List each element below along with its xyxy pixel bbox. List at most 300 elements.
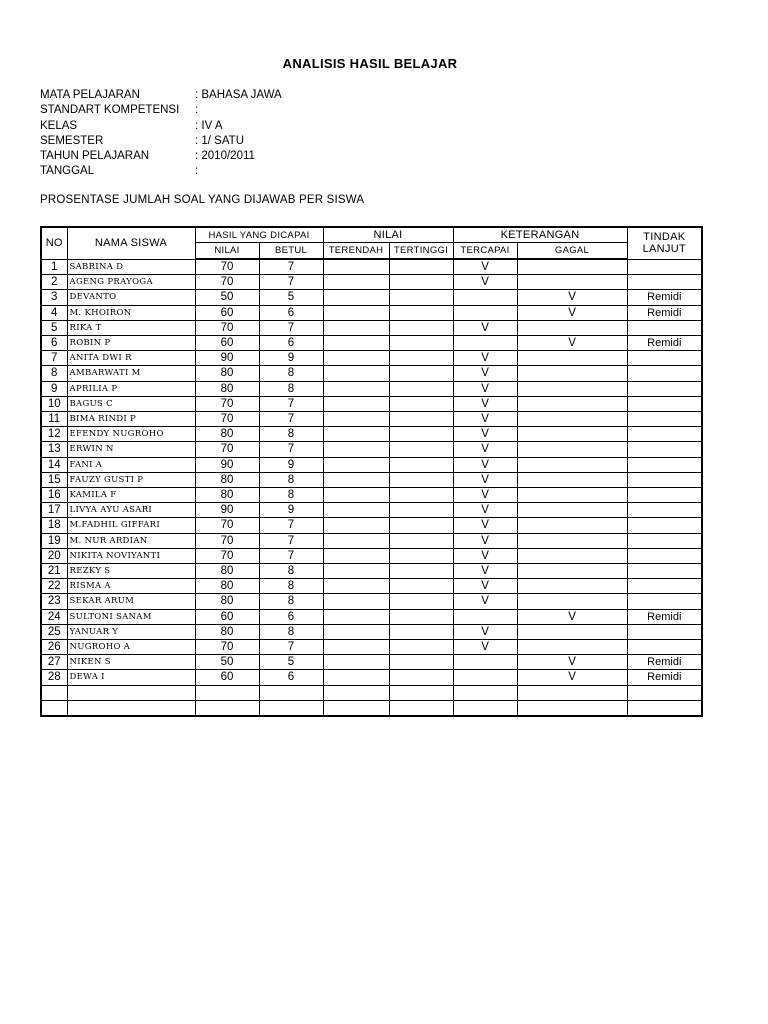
table-row [41, 351, 702, 366]
cell-tertinggi [389, 609, 453, 624]
cell-nilai: 80 [195, 366, 259, 381]
cell-tertinggi [389, 412, 453, 427]
cell-gagal [517, 396, 627, 411]
cell-tindak-lanjut [627, 533, 702, 548]
cell-tertinggi [389, 290, 453, 305]
cell-no: 11 [41, 412, 67, 427]
cell-tercapai: V [453, 396, 517, 411]
cell-gagal: V [517, 609, 627, 624]
cell-tertinggi [389, 259, 453, 275]
cell-no: 18 [41, 518, 67, 533]
cell-betul: 9 [259, 503, 323, 518]
cell-gagal: V [517, 670, 627, 685]
cell-tercapai: V [453, 381, 517, 396]
cell-terendah [323, 564, 389, 579]
cell-no: 15 [41, 472, 67, 487]
cell-tertinggi [389, 336, 453, 351]
cell-betul: 5 [259, 290, 323, 305]
header-tercapai: TERCAPAI [453, 243, 517, 260]
cell-tertinggi [389, 427, 453, 442]
meta-value: : [195, 104, 199, 117]
cell-betul: 9 [259, 457, 323, 472]
cell-gagal [517, 366, 627, 381]
cell-nilai: 70 [195, 320, 259, 335]
cell-tindak-lanjut [627, 396, 702, 411]
cell-nama-siswa: NUGROHO A [67, 640, 195, 655]
header-keterangan: KETERANGAN [453, 227, 627, 243]
cell-nama-siswa: BAGUS C [67, 396, 195, 411]
meta-value: : 1/ SATU [195, 134, 244, 147]
cell-no: 8 [41, 366, 67, 381]
cell-tertinggi [389, 396, 453, 411]
cell-nilai: 80 [195, 488, 259, 503]
cell-no: 9 [41, 381, 67, 396]
table-row [41, 457, 702, 472]
cell-tindak-lanjut [627, 381, 702, 396]
table-row [41, 381, 702, 396]
cell-terendah [323, 396, 389, 411]
cell-tindak-lanjut [627, 503, 702, 518]
cell-tertinggi [389, 579, 453, 594]
header-nama-siswa: NAMA SISWA [67, 227, 195, 259]
cell-no: 10 [41, 396, 67, 411]
cell-nama-siswa: ERWIN N [67, 442, 195, 457]
cell-terendah [323, 366, 389, 381]
cell-betul: 8 [259, 594, 323, 609]
cell-gagal [517, 275, 627, 290]
cell-betul: 7 [259, 259, 323, 275]
cell-terendah [323, 305, 389, 320]
cell-tercapai [453, 290, 517, 305]
cell-tertinggi [389, 624, 453, 639]
cell-gagal [517, 320, 627, 335]
cell-gagal [517, 548, 627, 563]
table-row [41, 503, 702, 518]
cell-tercapai: V [453, 457, 517, 472]
cell-tercapai [453, 670, 517, 685]
cell-tertinggi [389, 472, 453, 487]
cell-tercapai: V [453, 412, 517, 427]
results-table-body [41, 259, 702, 716]
cell-nama-siswa: NIKITA NOVIYANTI [67, 548, 195, 563]
cell-nama-siswa: FAUZY GUSTI P [67, 472, 195, 487]
table-row [41, 442, 702, 457]
cell-tertinggi [389, 640, 453, 655]
cell-gagal [517, 442, 627, 457]
cell-tertinggi [389, 533, 453, 548]
cell-terendah [323, 290, 389, 305]
cell-betul: 7 [259, 640, 323, 655]
cell-nilai: 80 [195, 579, 259, 594]
meta-row-kelas [40, 119, 282, 134]
cell-terendah [323, 427, 389, 442]
cell-gagal [517, 564, 627, 579]
table-row [41, 685, 702, 700]
cell-betul: 8 [259, 579, 323, 594]
cell-terendah [323, 336, 389, 351]
cell-tertinggi [389, 320, 453, 335]
cell-betul [259, 700, 323, 716]
table-row [41, 290, 702, 305]
cell-tindak-lanjut: Remidi [627, 305, 702, 320]
cell-tercapai: V [453, 320, 517, 335]
header-terendah: TERENDAH [323, 243, 389, 260]
cell-nama-siswa: EFENDY NUGROHO [67, 427, 195, 442]
header-nilai: NILAI [195, 243, 259, 260]
cell-tercapai: V [453, 564, 517, 579]
cell-terendah [323, 275, 389, 290]
cell-terendah [323, 700, 389, 716]
cell-gagal: V [517, 290, 627, 305]
cell-tertinggi [389, 564, 453, 579]
cell-tertinggi [389, 518, 453, 533]
cell-terendah [323, 457, 389, 472]
cell-tindak-lanjut [627, 259, 702, 275]
cell-terendah [323, 533, 389, 548]
cell-no: 20 [41, 548, 67, 563]
table-row [41, 488, 702, 503]
cell-terendah [323, 488, 389, 503]
table-row [41, 259, 702, 275]
table-row [41, 609, 702, 624]
cell-nama-siswa: BIMA RINDI P [67, 412, 195, 427]
cell-betul: 8 [259, 427, 323, 442]
cell-gagal [517, 700, 627, 716]
cell-terendah [323, 442, 389, 457]
cell-betul: 8 [259, 624, 323, 639]
cell-nama-siswa: DEWA I [67, 670, 195, 685]
cell-nilai: 90 [195, 503, 259, 518]
meta-row-tahun-pelajaran [40, 149, 282, 164]
cell-tertinggi [389, 548, 453, 563]
cell-betul: 7 [259, 320, 323, 335]
cell-tindak-lanjut [627, 564, 702, 579]
table-row [41, 320, 702, 335]
cell-nama-siswa: KAMILA F [67, 488, 195, 503]
cell-tindak-lanjut [627, 700, 702, 716]
cell-nilai: 70 [195, 518, 259, 533]
cell-tindak-lanjut [627, 488, 702, 503]
table-row [41, 533, 702, 548]
cell-tertinggi [389, 594, 453, 609]
cell-terendah [323, 351, 389, 366]
cell-terendah [323, 381, 389, 396]
cell-betul [259, 685, 323, 700]
table-row [41, 640, 702, 655]
cell-tindak-lanjut [627, 412, 702, 427]
cell-nama-siswa: LIVYA AYU ASARI [67, 503, 195, 518]
cell-tercapai: V [453, 351, 517, 366]
cell-nilai: 90 [195, 351, 259, 366]
cell-tindak-lanjut [627, 594, 702, 609]
table-row [41, 700, 702, 716]
cell-tindak-lanjut [627, 351, 702, 366]
cell-nilai: 90 [195, 457, 259, 472]
document-title: ANALISIS HASIL BELAJAR [282, 56, 458, 71]
meta-label: TAHUN PELAJARAN [40, 150, 150, 163]
cell-tindak-lanjut [627, 442, 702, 457]
cell-tertinggi [389, 275, 453, 290]
cell-nilai: 80 [195, 564, 259, 579]
table-row [41, 427, 702, 442]
cell-terendah [323, 412, 389, 427]
cell-terendah [323, 503, 389, 518]
cell-tindak-lanjut [627, 579, 702, 594]
cell-nama-siswa: M. KHOIRON [67, 305, 195, 320]
cell-tindak-lanjut: Remidi [627, 609, 702, 624]
cell-gagal [517, 594, 627, 609]
meta-value: : IV A [195, 119, 223, 132]
cell-no: 19 [41, 533, 67, 548]
cell-tertinggi [389, 457, 453, 472]
cell-nilai: 60 [195, 336, 259, 351]
cell-tercapai: V [453, 503, 517, 518]
meta-label: STANDART KOMPETENSI [40, 104, 180, 117]
cell-no: 5 [41, 320, 67, 335]
cell-nama-siswa: ANITA DWI R [67, 351, 195, 366]
cell-tercapai: V [453, 640, 517, 655]
cell-no: 28 [41, 670, 67, 685]
meta-value: : 2010/2011 [195, 150, 255, 163]
cell-gagal: V [517, 305, 627, 320]
table-row [41, 624, 702, 639]
cell-tercapai: V [453, 579, 517, 594]
table-row [41, 655, 702, 670]
cell-tertinggi [389, 670, 453, 685]
cell-tindak-lanjut: Remidi [627, 336, 702, 351]
cell-tercapai [453, 685, 517, 700]
cell-tindak-lanjut [627, 427, 702, 442]
cell-nilai: 60 [195, 670, 259, 685]
cell-nama-siswa: RISMA A [67, 579, 195, 594]
cell-gagal [517, 259, 627, 275]
cell-tertinggi [389, 488, 453, 503]
cell-nilai: 80 [195, 624, 259, 639]
cell-nilai: 70 [195, 275, 259, 290]
table-row [41, 412, 702, 427]
cell-gagal [517, 381, 627, 396]
cell-nilai: 50 [195, 655, 259, 670]
cell-nilai: 60 [195, 609, 259, 624]
cell-terendah [323, 609, 389, 624]
meta-label: MATA PELAJARAN [40, 89, 140, 101]
cell-betul: 6 [259, 336, 323, 351]
cell-nilai: 80 [195, 381, 259, 396]
cell-nilai: 60 [195, 305, 259, 320]
cell-gagal [517, 472, 627, 487]
cell-gagal: V [517, 336, 627, 351]
cell-gagal [517, 685, 627, 700]
cell-no: 27 [41, 655, 67, 670]
cell-nama-siswa: REZKY S [67, 564, 195, 579]
cell-nama-siswa: APRILIA P [67, 381, 195, 396]
cell-nama-siswa: NIKEN S [67, 655, 195, 670]
cell-tercapai [453, 700, 517, 716]
cell-gagal [517, 351, 627, 366]
cell-tindak-lanjut [627, 548, 702, 563]
cell-no: 26 [41, 640, 67, 655]
cell-terendah [323, 518, 389, 533]
cell-tindak-lanjut [627, 320, 702, 335]
header-gagal: GAGAL [517, 243, 627, 260]
cell-no: 14 [41, 457, 67, 472]
cell-nilai [195, 700, 259, 716]
cell-nama-siswa [67, 700, 195, 716]
cell-gagal [517, 533, 627, 548]
cell-terendah [323, 320, 389, 335]
cell-tertinggi [389, 366, 453, 381]
cell-tertinggi [389, 503, 453, 518]
cell-nama-siswa: SABRINA D [67, 259, 195, 275]
cell-tindak-lanjut [627, 685, 702, 700]
cell-nama-siswa: AGENG PRAYOGA [67, 275, 195, 290]
cell-nama-siswa: SEKAR ARUM [67, 594, 195, 609]
cell-nama-siswa: FANI A [67, 457, 195, 472]
cell-tertinggi [389, 700, 453, 716]
cell-nilai: 70 [195, 533, 259, 548]
table-row [41, 518, 702, 533]
table-row [41, 579, 702, 594]
cell-no: 6 [41, 336, 67, 351]
cell-betul: 8 [259, 564, 323, 579]
cell-gagal [517, 579, 627, 594]
cell-nama-siswa [67, 685, 195, 700]
cell-no [41, 685, 67, 700]
table-row [41, 564, 702, 579]
cell-tertinggi [389, 655, 453, 670]
header-betul: BETUL [259, 243, 323, 260]
cell-no: 3 [41, 290, 67, 305]
cell-tercapai: V [453, 548, 517, 563]
cell-gagal [517, 427, 627, 442]
meta-value: : [195, 165, 199, 178]
cell-nama-siswa: RIKA T [67, 320, 195, 335]
cell-tindak-lanjut [627, 275, 702, 290]
cell-tindak-lanjut: Remidi [627, 290, 702, 305]
cell-gagal [517, 412, 627, 427]
cell-terendah [323, 259, 389, 275]
cell-tercapai: V [453, 366, 517, 381]
cell-tercapai: V [453, 427, 517, 442]
cell-nama-siswa: ROBIN P [67, 336, 195, 351]
cell-tercapai [453, 305, 517, 320]
header-tertinggi: TERTINGGI [389, 243, 453, 260]
cell-nama-siswa: SULTONI SANAM [67, 609, 195, 624]
cell-tercapai: V [453, 624, 517, 639]
cell-tercapai: V [453, 472, 517, 487]
cell-terendah [323, 655, 389, 670]
cell-betul: 7 [259, 412, 323, 427]
meta-row-mata-pelajaran [40, 88, 282, 103]
meta-label: KELAS [40, 119, 78, 132]
cell-tertinggi [389, 381, 453, 396]
cell-terendah [323, 548, 389, 563]
meta-row-tanggal [40, 164, 282, 179]
metadata-block [40, 88, 282, 180]
cell-tindak-lanjut [627, 624, 702, 639]
cell-nama-siswa: M.FADHIL GIFFARI [67, 518, 195, 533]
table-row [41, 548, 702, 563]
cell-terendah [323, 640, 389, 655]
cell-tercapai: V [453, 259, 517, 275]
cell-tindak-lanjut: Remidi [627, 670, 702, 685]
cell-terendah [323, 579, 389, 594]
cell-no: 12 [41, 427, 67, 442]
cell-betul: 7 [259, 518, 323, 533]
header-no: NO [41, 227, 67, 259]
cell-nilai: 70 [195, 396, 259, 411]
table-caption: PROSENTASE JUMLAH SOAL YANG DIJAWAB PER SISWA [40, 194, 365, 206]
meta-row-standart-kompetensi [40, 103, 282, 118]
meta-value: : BAHASA JAWA [195, 89, 282, 101]
cell-tindak-lanjut [627, 518, 702, 533]
cell-no: 2 [41, 275, 67, 290]
cell-no [41, 700, 67, 716]
cell-tertinggi [389, 305, 453, 320]
cell-tercapai [453, 655, 517, 670]
cell-betul: 6 [259, 670, 323, 685]
cell-no: 7 [41, 351, 67, 366]
cell-nilai [195, 685, 259, 700]
results-table [40, 226, 703, 717]
cell-gagal [517, 640, 627, 655]
cell-tindak-lanjut [627, 472, 702, 487]
cell-gagal: V [517, 655, 627, 670]
cell-tertinggi [389, 442, 453, 457]
cell-tercapai [453, 609, 517, 624]
cell-tertinggi [389, 351, 453, 366]
cell-nilai: 50 [195, 290, 259, 305]
cell-betul: 7 [259, 442, 323, 457]
table-row [41, 275, 702, 290]
cell-tercapai: V [453, 533, 517, 548]
cell-betul: 7 [259, 275, 323, 290]
cell-terendah [323, 685, 389, 700]
cell-gagal [517, 488, 627, 503]
cell-betul: 5 [259, 655, 323, 670]
cell-nilai: 70 [195, 259, 259, 275]
cell-nama-siswa: DEVANTO [67, 290, 195, 305]
cell-betul: 6 [259, 305, 323, 320]
table-row [41, 670, 702, 685]
cell-tercapai: V [453, 488, 517, 503]
table-row [41, 396, 702, 411]
cell-gagal [517, 624, 627, 639]
cell-nama-siswa: AMBARWATI M [67, 366, 195, 381]
meta-label: TANGGAL [40, 165, 95, 178]
cell-betul: 8 [259, 381, 323, 396]
cell-gagal [517, 503, 627, 518]
cell-no: 25 [41, 624, 67, 639]
cell-no: 16 [41, 488, 67, 503]
meta-row-semester [40, 134, 282, 149]
cell-tindak-lanjut [627, 457, 702, 472]
cell-no: 4 [41, 305, 67, 320]
cell-betul: 7 [259, 533, 323, 548]
cell-tertinggi [389, 685, 453, 700]
table-row [41, 336, 702, 351]
cell-nilai: 70 [195, 548, 259, 563]
table-row [41, 366, 702, 381]
cell-no: 1 [41, 259, 67, 275]
meta-label: SEMESTER [40, 134, 104, 147]
cell-betul: 8 [259, 472, 323, 487]
cell-nilai: 80 [195, 594, 259, 609]
cell-no: 17 [41, 503, 67, 518]
cell-no: 21 [41, 564, 67, 579]
cell-nilai: 70 [195, 640, 259, 655]
table-row [41, 305, 702, 320]
